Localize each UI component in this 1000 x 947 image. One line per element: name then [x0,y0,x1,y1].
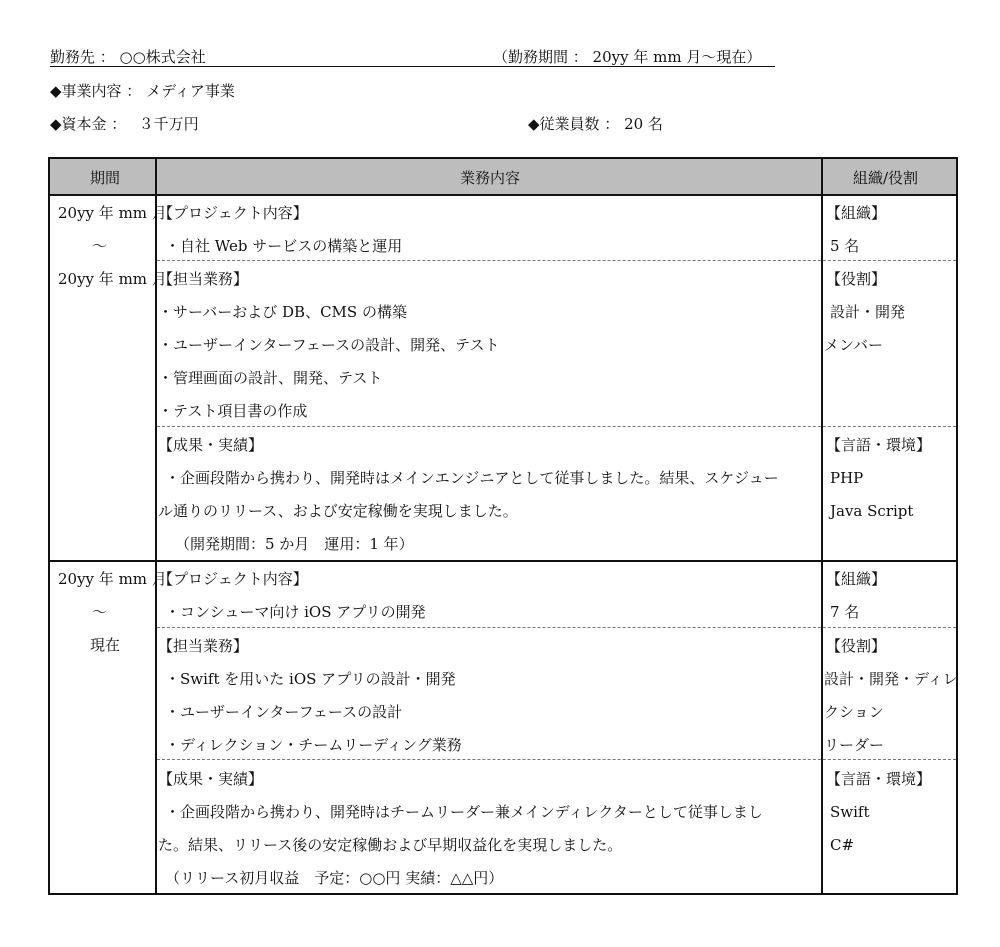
employees-field: ◆従業員数 ： 20 名 [528,115,663,133]
section-divider [157,627,956,628]
duty-item: ・テスト項目書の作成 [158,402,308,420]
project-separator [50,560,956,562]
duty-item: ・ユーザーインターフェースの設計、開発、テスト [158,336,500,354]
role-line: 設計・開発・ディレ [824,670,958,688]
period-start: 20yy 年 mm 月 [58,570,167,588]
env-line: C# [830,836,855,854]
env-title: 【言語・環境】 [826,770,932,788]
period-end: 現在 [90,636,121,654]
results-line: ・企画段階から携わり、開発時はメインエンジニアとして従事しました。結果、スケジュー [165,469,779,487]
role-title: 【役割】 [826,637,887,655]
results-title: 【成果・実績】 [158,770,264,788]
env-line: PHP [830,469,864,487]
duty-item: ・サーバーおよび DB、CMS の構築 [158,303,407,321]
section-divider [157,260,956,261]
capital-field: ◆資本金 ： ３千万円 [50,115,199,133]
role-line: メンバー [824,336,883,354]
employer-name: 勤務先 ： ○○株式会社 [50,48,206,66]
employment-period: （勤務期間 ： 20yy 年 mm 月～現在） [493,48,762,66]
employer-header [50,42,775,67]
duty-item: ・管理画面の設計、開発、テスト [158,369,383,387]
results-title: 【成果・実績】 [158,436,264,454]
results-line: （リリース初月収益 予定：○○円 実績：△△円） [165,869,504,887]
results-line: ル通りのリリース、および安定稼働を実現しました。 [158,502,518,520]
env-title: 【言語・環境】 [826,436,932,454]
section-divider [157,759,956,760]
org-title: 【組織】 [826,204,887,222]
env-line: Java Script [830,502,914,520]
duties-title: 【担当業務】 [158,270,249,288]
business-field: ◆事業内容 ： メディア事業 [50,82,235,100]
results-line: ・企画段階から携わり、開発時はチームリーダー兼メインディレクターとして従事しまし [165,803,763,821]
results-line: （開発期間：5 か月 運用：1 年） [175,535,414,553]
period-tilde: ～ [92,603,108,621]
role-line: 設計・開発 [830,303,906,321]
header-role: 組織/役割 [853,169,919,187]
project-content-line: ・コンシューマ向け iOS アプリの開発 [165,603,426,621]
period-tilde: ～ [92,237,108,255]
period-start: 20yy 年 mm 月 [58,204,167,222]
project-content-title: 【プロジェクト内容】 [158,570,308,588]
project-content-line: ・自社 Web サービスの構築と運用 [165,237,403,255]
duties-title: 【担当業務】 [158,637,249,655]
period-end: 20yy 年 mm 月 [58,270,167,288]
org-title: 【組織】 [826,570,887,588]
header-content: 業務内容 [460,169,521,187]
org-size: 5 名 [830,237,860,255]
project-content-title: 【プロジェクト内容】 [158,204,308,222]
org-size: 7 名 [830,603,860,621]
role-title: 【役割】 [826,270,887,288]
header-period: 期間 [90,169,121,187]
duty-item: ・Swift を用いた iOS アプリの設計・開発 [165,670,456,688]
section-divider [157,426,956,427]
duty-item: ・ユーザーインターフェースの設計 [165,703,403,721]
career-table [48,157,958,895]
results-line: た。結果、リリース後の安定稼働および早期収益化を実現しました。 [158,836,623,854]
env-line: Swift [830,803,870,821]
duty-item: ・ディレクション・チームリーディング業務 [165,736,462,754]
role-line: リーダー [824,736,885,754]
column-divider [821,159,823,893]
role-line: クション [824,703,884,721]
